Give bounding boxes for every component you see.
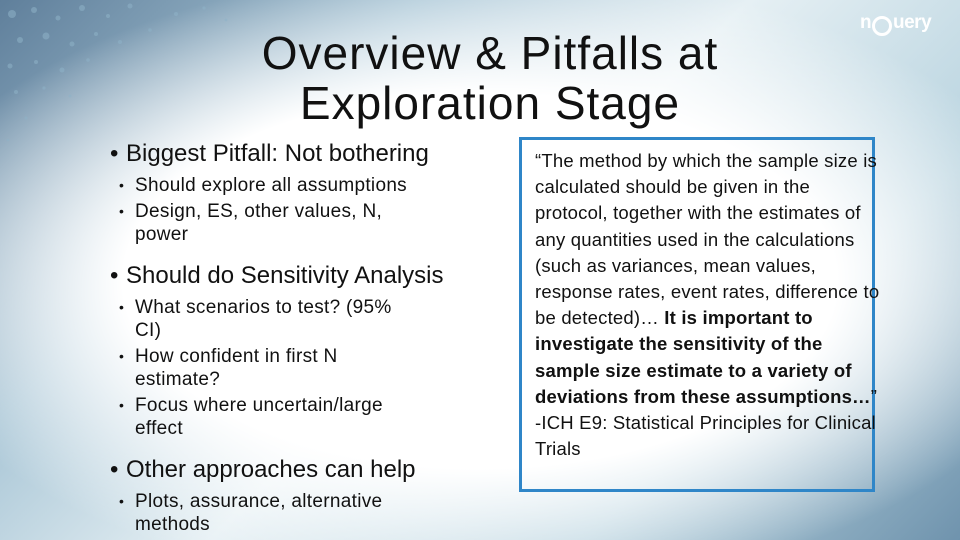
bullet-text: Other approaches can help: [126, 456, 416, 483]
sub-bullet-text: Plots, assurance, alternative: [135, 491, 383, 512]
nquery-logo: n uery: [860, 10, 930, 38]
bullet-list: [110, 140, 500, 536]
bullet-dot-icon: •: [110, 456, 119, 483]
sub-bullet: [114, 490, 500, 513]
sub-bullet-continuation: [114, 319, 500, 342]
sub-bullet: [114, 394, 500, 417]
sub-bullet-text: CI): [135, 320, 162, 341]
quote-source: -ICH E9: Statistical Principles for Clinical Trials: [535, 412, 876, 460]
quote-closing-mark: ”: [870, 385, 878, 407]
bullet-dot-icon: •: [119, 299, 125, 315]
sub-bullet-text: How confident in first N: [135, 346, 338, 367]
sub-bullet-continuation: [114, 513, 500, 536]
bullet-dot-icon: •: [110, 262, 119, 289]
sub-bullet-text: What scenarios to test? (95%: [135, 297, 392, 318]
bullet-dot-icon: •: [119, 177, 125, 193]
sub-bullet: [114, 174, 500, 197]
bullet-dot-icon: •: [119, 397, 125, 413]
bullet-biggest-pitfall: [110, 140, 500, 168]
quote-normal-text: “The method by which the sample size is calculated should be given in the protocol, together with the estimates of any quantities used in the calculations (such as variances, mean values, response rates, event rates, difference to be detected)…: [535, 150, 880, 329]
sub-bullet-text: Design, ES, other values, N,: [135, 201, 383, 222]
bullet-dot-icon: •: [110, 140, 119, 167]
sub-bullet-text: estimate?: [135, 369, 221, 390]
sub-bullet-continuation: [114, 223, 500, 246]
title-line-2: Exploration Stage: [299, 77, 681, 129]
sub-bullet-text: methods: [135, 514, 210, 535]
bullet-other-approaches: [110, 456, 500, 484]
bullet-sensitivity-analysis: [110, 262, 500, 290]
bullet-dot-icon: •: [119, 493, 125, 509]
sub-bullet-text: Should explore all assumptions: [135, 175, 407, 196]
sub-bullet-text: power: [135, 224, 189, 245]
quote-bold-text: It is important to investigate the sensitivity of the sample size estimate to a variety of deviations from these assumptions…: [535, 307, 871, 407]
sub-bullet: [114, 296, 500, 319]
sub-bullet-text: Focus where uncertain/large: [135, 395, 383, 416]
bullet-dot-icon: •: [119, 203, 125, 219]
sub-bullet-continuation: [114, 368, 500, 391]
sub-bullet: [114, 345, 500, 368]
title-line-1: Overview & Pitfalls at: [261, 27, 719, 79]
sub-bullet-continuation: [114, 417, 500, 440]
sub-bullet-text: effect: [135, 418, 183, 439]
bullet-dot-icon: •: [119, 348, 125, 364]
sub-bullet: [114, 200, 500, 223]
bullet-text: Biggest Pitfall: Not bothering: [126, 140, 429, 167]
slide-title: [200, 28, 780, 128]
bullet-text: Should do Sensitivity Analysis: [126, 262, 444, 289]
ich-e9-quote: [535, 148, 880, 462]
